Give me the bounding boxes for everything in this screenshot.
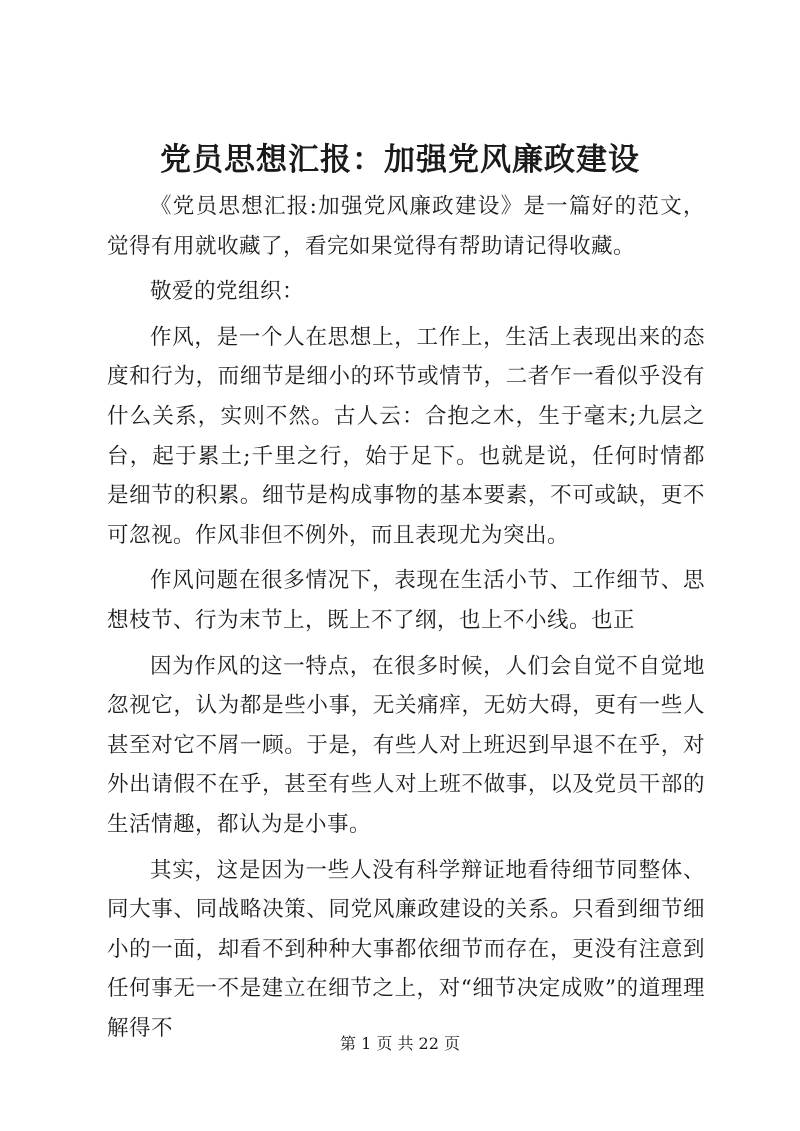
paragraph-2: 作风问题在很多情况下，表现在生活小节、工作细节、思想枝节、行为末节上，既上不了纲，也上不小线。也正 [107,568,705,633]
paragraph-4: 其实，这是因为一些人没有科学辩证地看待细节同整体、同大事、同战略决策、同党风廉政建设的关系。只看到细节细小的一面，却看不到种种大事都依细节而存在，更没有注意到任何事无一不是建立在细节之上，对“细节决定成败”的道理理解得不 [107,857,705,1041]
page-footer: 第 1 页 共 22 页 [340,1034,460,1053]
paragraph-3: 因为作风的这一特点，在很多时候，人们会自觉不自觉地忽视它，认为都是些小事，无关痛痒，无妨大碍，更有一些人甚至对它不屑一顾。于是，有些人对上班迟到早退不在乎，对外出请假不在乎，甚至有些人对上班不做事，以及党员干部的生活情趣，都认为是小事。 [107,653,705,837]
document-body [107,187,705,1048]
paragraph-intro: 《党员思想汇报:加强党风廉政建设》是一篇好的范文，觉得有用就收藏了，看完如果觉得有帮助请记得收藏。 [107,194,705,259]
page-title: 党员思想汇报：加强党风廉政建设 [160,142,640,178]
paragraph-salutation: 敬爱的党组织： [150,279,305,305]
paragraph-1: 作风，是一个人在思想上，工作上，生活上表现出来的态度和行为，而细节是细小的环节或情节，二者乍一看似乎没有什么关系，实则不然。古人云：合抱之木，生于毫末;九层之台，起于累土;千里之行，始于足下。也就是说，任何时情都是细节的积累。细节是构成事物的基本要素，不可或缺，更不可忽视。作风非但不例外，而且表现尤为突出。 [107,324,705,548]
